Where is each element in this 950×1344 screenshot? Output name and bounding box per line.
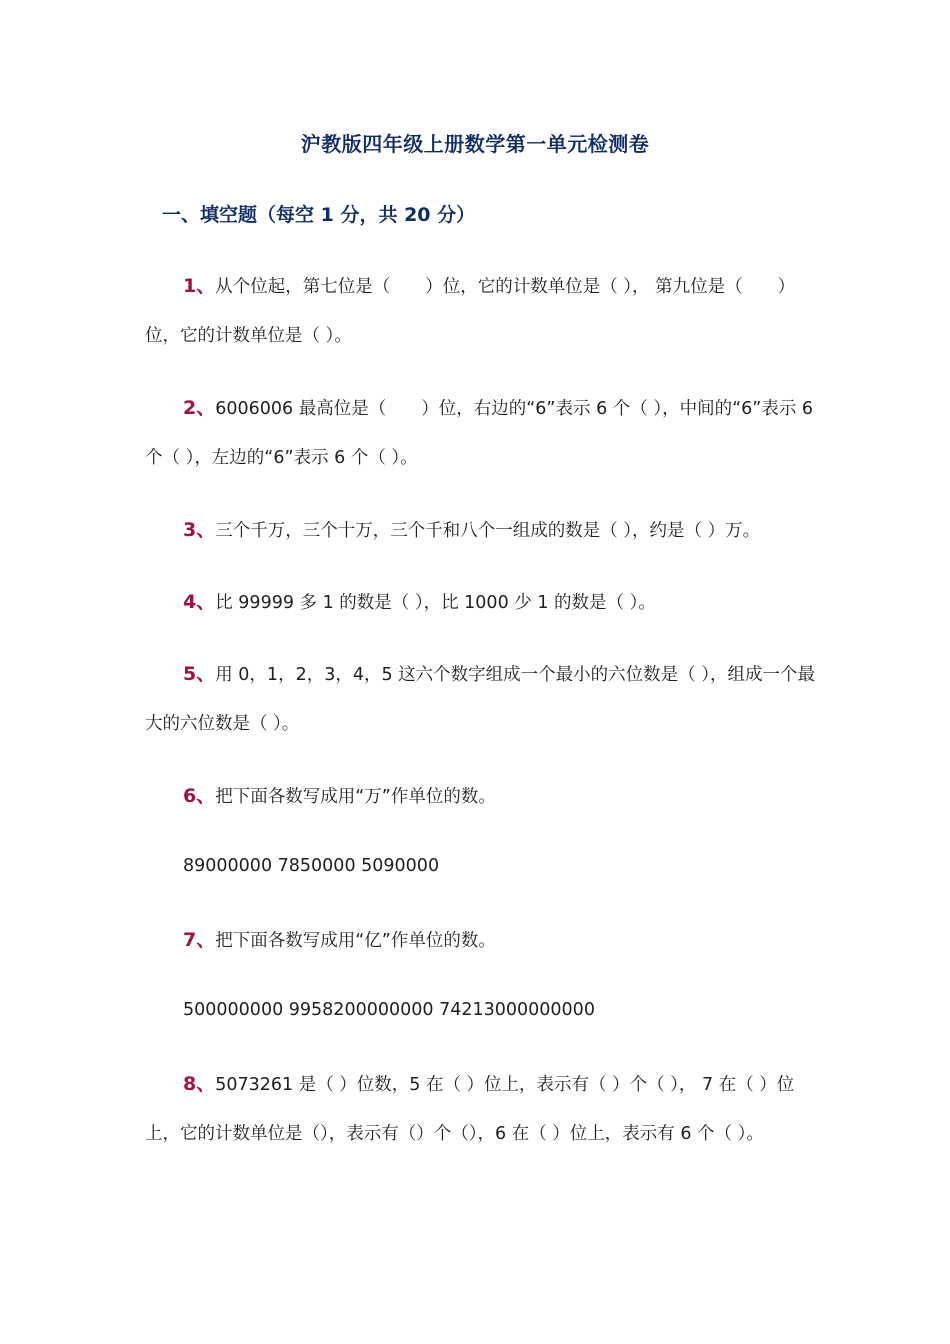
question-text: 三个千万，三个十万，三个千和八个一组成的数是（ ），约是（ ）万。 <box>215 521 761 541</box>
question-number: 5、 <box>183 663 216 685</box>
question-number: 4、 <box>183 591 216 613</box>
question-7 <box>145 916 825 966</box>
question-2 <box>145 384 825 483</box>
question-number: 1、 <box>183 275 216 297</box>
question-text: 把下面各数写成用“万”作单位的数。 <box>215 787 496 807</box>
question-number: 3、 <box>183 519 216 541</box>
question-1 <box>145 262 825 361</box>
question-text: 从个位起，第七位是（ ）位，它的计数单位是（ ）， 第九位是（ ）位，它的计数单位是（ ）。 <box>145 277 796 346</box>
document-title: 沪教版四年级上册数学第一单元检测卷 <box>300 132 650 156</box>
question-text: 6006006 最高位是（ ）位，右边的“6”表示 6 个（ ），中间的“6”表示 6 个（ ），左边的“6”表示 6 个（ ）。 <box>145 399 814 468</box>
question-number: 2、 <box>183 397 216 419</box>
question-8 <box>145 1060 825 1159</box>
question-text: 把下面各数写成用“亿”作单位的数。 <box>215 931 496 951</box>
question-text: 5073261 是（ ）位数，5 在（ ）位上，表示有（ ）个（ ）， 7 在（ ）位上，它的计数单位是（），表示有（）个（），6 在（ ）位上，表示有 6 个（ ）。 <box>145 1075 795 1144</box>
question-3 <box>145 506 825 556</box>
question-number: 6、 <box>183 785 216 807</box>
question-5 <box>145 650 825 749</box>
section-heading-fill-in-blank: 一、填空题（每空 1 分，共 20 分） <box>162 204 476 226</box>
question-7-numbers: 500000000 9958200000000 74213000000000 <box>183 1000 595 1020</box>
question-number: 8、 <box>183 1073 216 1095</box>
question-text: 用 0，1，2，3，4，5 这六个数字组成一个最小的六位数是（ ），组成一个最大的六位数是（ ）。 <box>145 665 815 734</box>
question-number: 7、 <box>183 929 216 951</box>
question-6-numbers: 89000000 7850000 5090000 <box>183 856 440 876</box>
question-text: 比 99999 多 1 的数是（ ），比 1000 少 1 的数是（ ）。 <box>215 593 656 613</box>
question-6 <box>145 772 825 822</box>
question-4 <box>145 578 825 628</box>
